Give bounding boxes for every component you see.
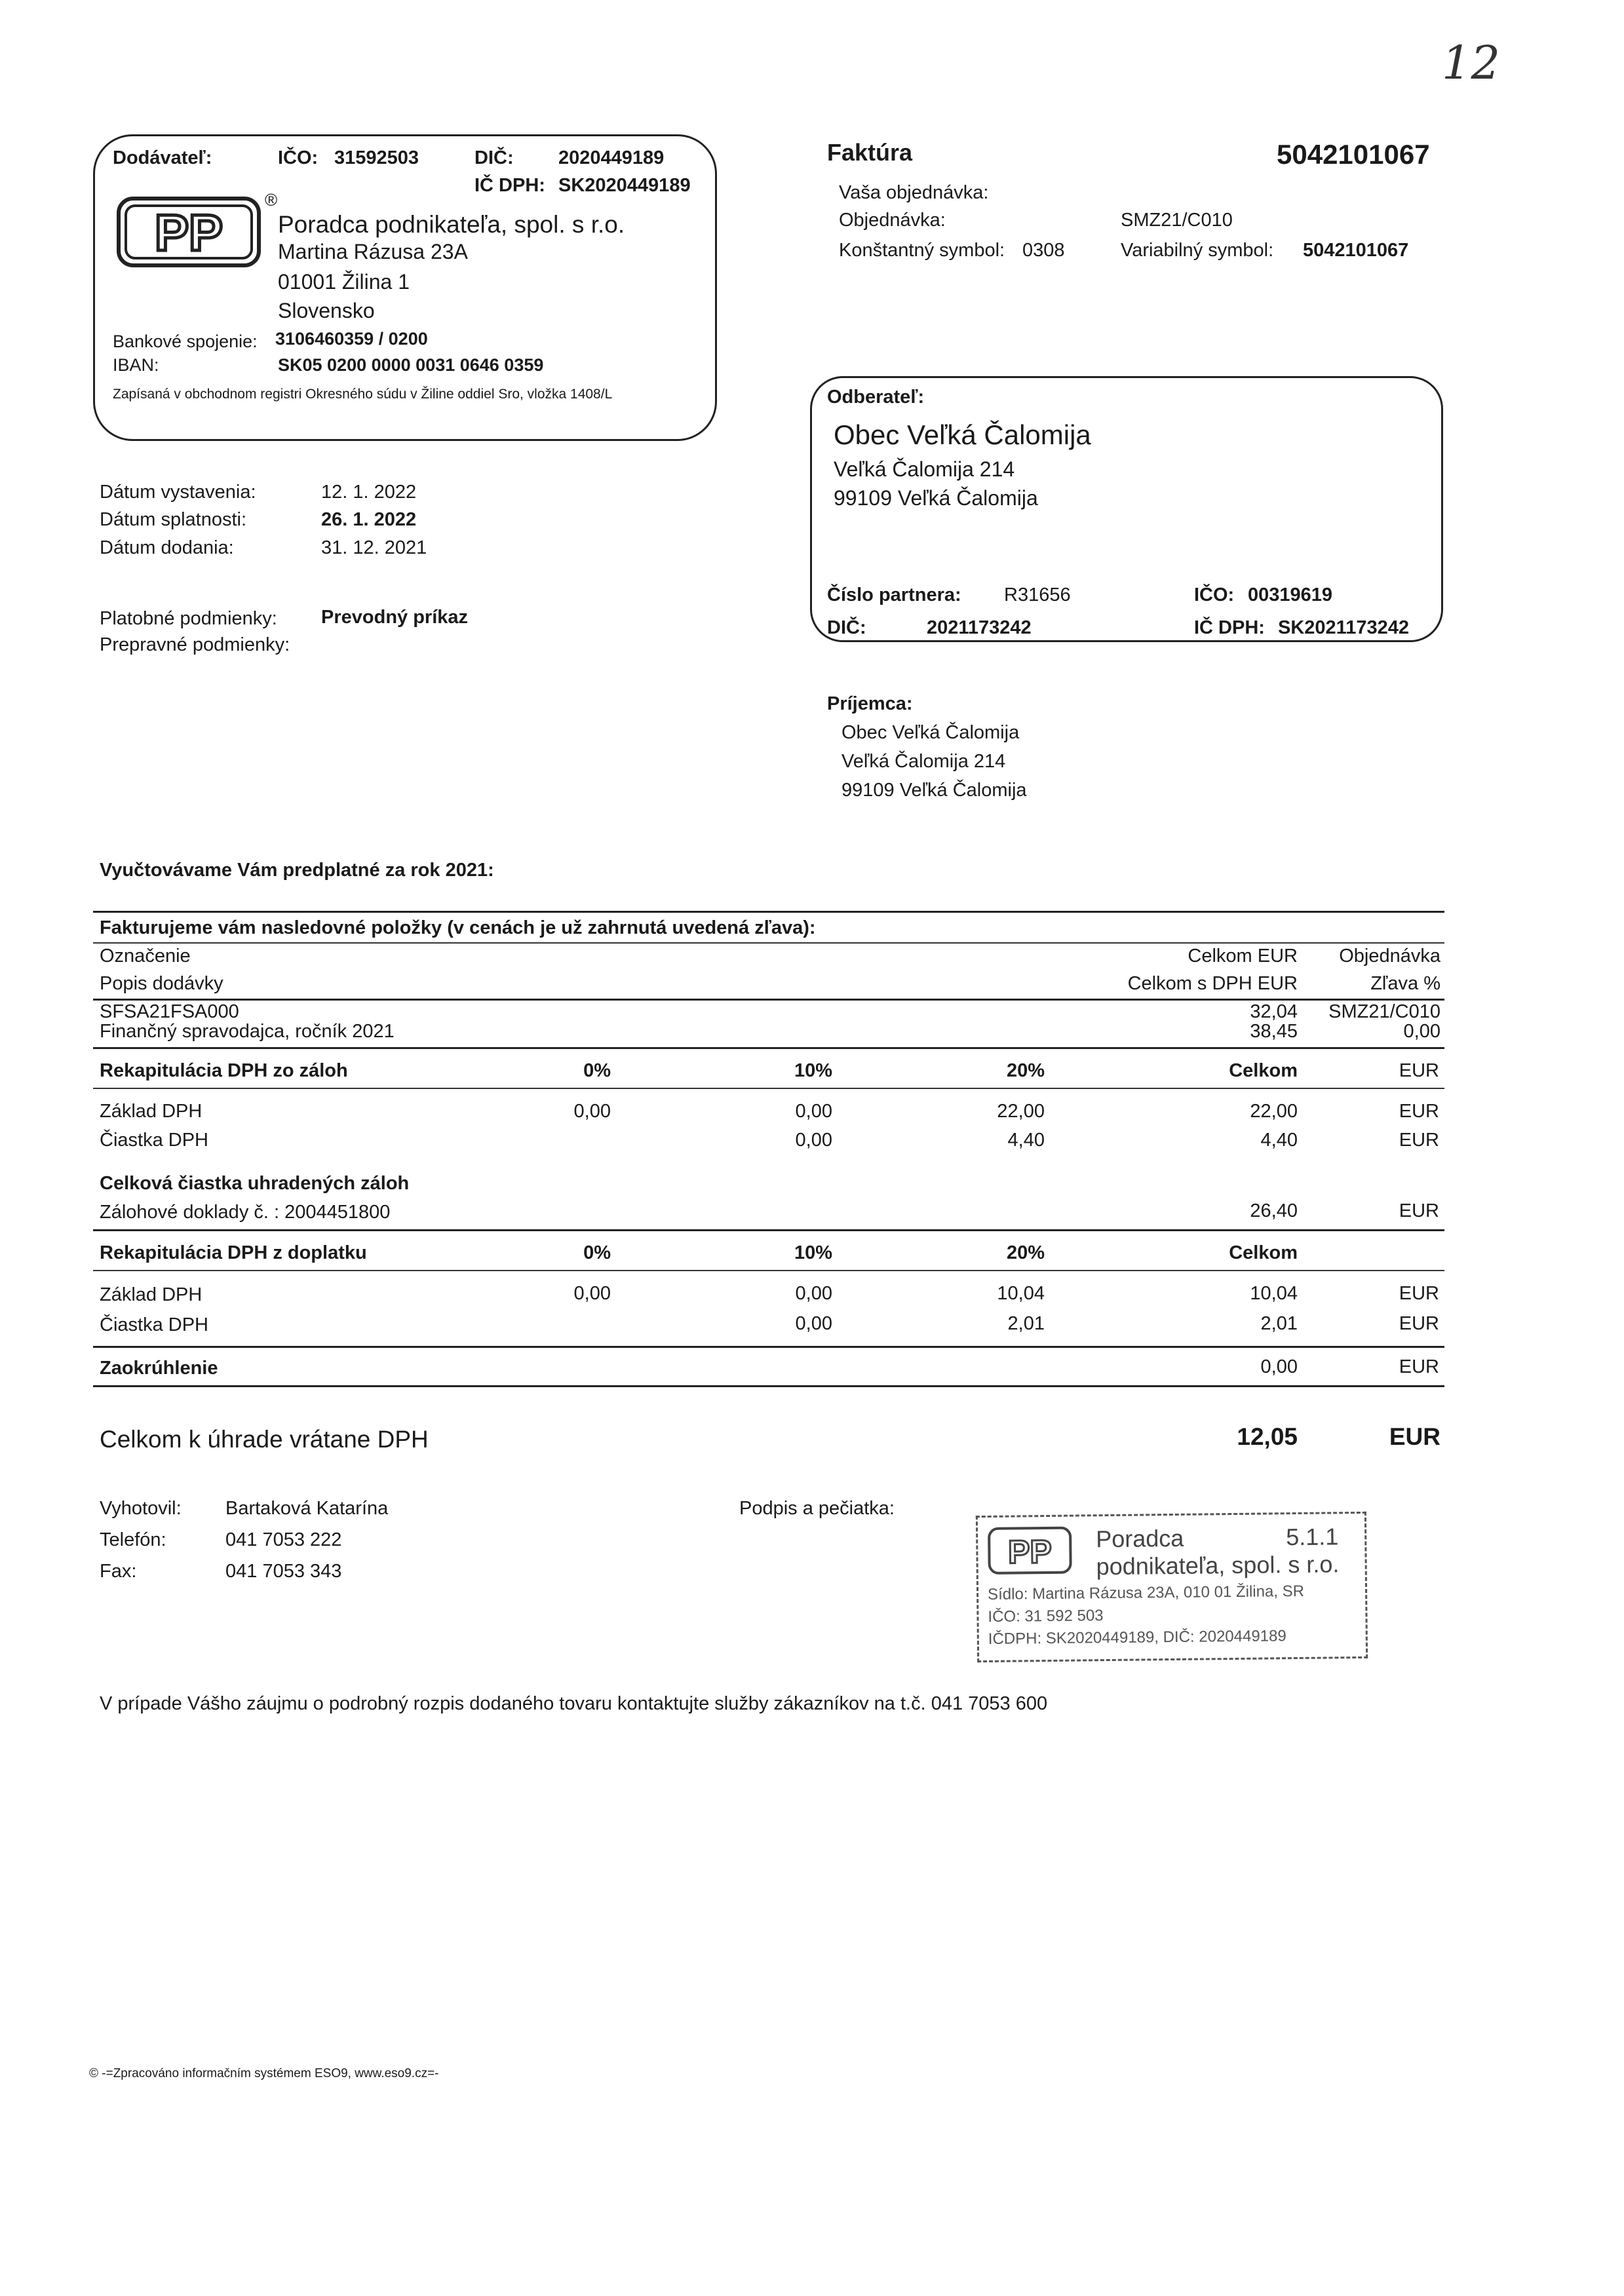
bank-label: Bankové spojenie: bbox=[113, 332, 258, 351]
grand-total-cur: EUR bbox=[1389, 1423, 1440, 1450]
advances-cur: EUR bbox=[1399, 1200, 1439, 1221]
const-symbol-label: Konštantný symbol: bbox=[839, 240, 1005, 261]
recap-adv-rule bbox=[93, 1088, 1444, 1089]
col-zlava: Zľava % bbox=[1370, 973, 1440, 994]
recap-add-vat-total: 2,01 bbox=[1260, 1313, 1298, 1334]
recap-adv-base10: 0,00 bbox=[795, 1101, 832, 1122]
col-oznacenie: Označenie bbox=[100, 946, 191, 966]
recap-adv-h0: 0% bbox=[583, 1060, 611, 1081]
signature-label: Podpis a pečiatka: bbox=[739, 1498, 895, 1519]
recap-adv-vat-cur: EUR bbox=[1399, 1130, 1439, 1151]
item-code: SFSA21FSA000 bbox=[100, 1001, 239, 1022]
recap-adv-h20: 20% bbox=[1006, 1060, 1045, 1081]
issue-date-label: Dátum vystavenia: bbox=[100, 482, 256, 503]
recap-add-hcelkom: Celkom bbox=[1229, 1242, 1298, 1263]
advances-rule bbox=[93, 1229, 1444, 1231]
var-symbol: 5042101067 bbox=[1303, 240, 1409, 261]
rounding-amount: 0,00 bbox=[1260, 1356, 1298, 1377]
prepared-by-label: Vyhotovil: bbox=[100, 1498, 182, 1519]
stamp-line1: Poradca bbox=[1096, 1524, 1184, 1553]
stamp-line3: Sídlo: Martina Rázusa 23A, 010 01 Žilina, SR bbox=[987, 1582, 1305, 1603]
phone: 041 7053 222 bbox=[225, 1529, 342, 1550]
transport-terms-label: Prepravné podmienky: bbox=[100, 634, 290, 655]
supplier-dic: 2020449189 bbox=[558, 147, 665, 168]
payment-terms-label: Platobné podmienky: bbox=[100, 608, 277, 629]
due-date: 26. 1. 2022 bbox=[321, 509, 417, 530]
footer-note: V prípade Vášho záujmu o podrobný rozpis dodaného tovaru kontaktujte služby zákazníkov na t.č. 041 7053 600 bbox=[100, 1693, 1048, 1714]
recap-adv-h10: 10% bbox=[794, 1060, 832, 1081]
item-desc: Finančný spravodajca, ročník 2021 bbox=[100, 1021, 395, 1042]
stamp-logo-text: PP bbox=[1007, 1533, 1053, 1571]
recap-adv-base20: 22,00 bbox=[997, 1101, 1045, 1122]
supplier-country: Slovensko bbox=[278, 299, 375, 322]
rounding-label: Zaokrúhlenie bbox=[100, 1358, 218, 1379]
var-symbol-label: Variabilný symbol: bbox=[1121, 240, 1274, 261]
recap-add-base10: 0,00 bbox=[795, 1283, 832, 1304]
customer-icdph: SK2021173242 bbox=[1278, 617, 1409, 638]
iban: SK05 0200 0000 0031 0646 0359 bbox=[278, 355, 544, 375]
col-objednavka: Objednávka bbox=[1339, 946, 1440, 966]
stamp-line5: IČDPH: SK2020449189, DIČ: 2020449189 bbox=[988, 1627, 1286, 1648]
recap-adv-title: Rekapitulácia DPH zo záloh bbox=[100, 1060, 348, 1081]
due-date-label: Dátum splatnosti: bbox=[100, 509, 247, 530]
supplier-icdph: SK2020449189 bbox=[558, 175, 691, 196]
fax-label: Fax: bbox=[100, 1561, 137, 1582]
recap-add-h20: 20% bbox=[1006, 1242, 1045, 1263]
customer-city: 99109 Veľká Čalomija bbox=[834, 486, 1038, 510]
items-header: Fakturujeme vám nasledovné položky (v cenách je už zahrnutá uvedená zľava): bbox=[100, 917, 816, 938]
recap-adv-vat10: 0,00 bbox=[795, 1130, 832, 1151]
recap-adv-base-total: 22,00 bbox=[1250, 1101, 1298, 1122]
customer-name: Obec Veľká Čalomija bbox=[834, 419, 1091, 450]
partner-number-label: Číslo partnera: bbox=[827, 584, 961, 605]
col-celkom-eur: Celkom EUR bbox=[1188, 946, 1298, 966]
recipient-street: Veľká Čalomija 214 bbox=[841, 751, 1006, 772]
invoice-title: Faktúra bbox=[827, 139, 913, 166]
handwritten-page-number: 12 bbox=[1442, 36, 1501, 90]
company-stamp bbox=[976, 1512, 1368, 1662]
recap-adv-vat20: 4,40 bbox=[1007, 1130, 1045, 1151]
registered-mark-icon: ® bbox=[265, 190, 278, 210]
customer-street: Veľká Čalomija 214 bbox=[834, 457, 1015, 481]
supplier-dic-label: DIČ: bbox=[474, 147, 514, 168]
recipient-city: 99109 Veľká Čalomija bbox=[841, 780, 1027, 801]
system-note: © -=Zpracováno informačním systémem ESO9, www.eso9.cz=- bbox=[89, 2067, 439, 2080]
cols-rule bbox=[93, 999, 1444, 1001]
rounding-cur: EUR bbox=[1399, 1356, 1439, 1377]
recipient-label: Príjemca: bbox=[827, 693, 913, 714]
recap-add-base20: 10,04 bbox=[997, 1283, 1045, 1304]
col-celkom-dph: Celkom s DPH EUR bbox=[1127, 973, 1298, 994]
advances-amount: 26,40 bbox=[1250, 1200, 1298, 1221]
recap-add-vat-label: Čiastka DPH bbox=[100, 1314, 208, 1335]
grand-total-label: Celkom k úhrade vrátane DPH bbox=[100, 1426, 429, 1453]
customer-dic: 2021173242 bbox=[927, 617, 1032, 638]
recap-add-base0: 0,00 bbox=[573, 1283, 611, 1304]
register-note: Zapísaná v obchodnom registri Okresného súdu v Žiline oddiel Sro, vložka 1408/L bbox=[113, 387, 613, 402]
stamp-line1b: 5.1.1 bbox=[1285, 1523, 1339, 1551]
delivery-date: 31. 12. 2021 bbox=[321, 537, 427, 558]
fax: 041 7053 343 bbox=[225, 1561, 342, 1582]
supplier-street: Martina Rázusa 23A bbox=[278, 240, 468, 263]
logo-text: PP bbox=[154, 204, 223, 261]
customer-label: Odberateľ: bbox=[827, 387, 925, 408]
billing-intro: Vyučtovávame Vám predplatné za rok 2021: bbox=[100, 860, 494, 881]
issue-date: 12. 1. 2022 bbox=[321, 482, 417, 503]
supplier-label: Dodávateľ: bbox=[113, 147, 212, 168]
recap-adv-base-cur: EUR bbox=[1399, 1101, 1439, 1122]
partner-number: R31656 bbox=[1004, 584, 1071, 605]
customer-ico: 00319619 bbox=[1248, 584, 1333, 605]
advances-doc: Zálohové doklady č. : 2004451800 bbox=[100, 1202, 391, 1223]
item-total: 32,04 bbox=[1250, 1001, 1298, 1022]
recap-add-vat-cur: EUR bbox=[1399, 1313, 1439, 1334]
recap-add-bottom-rule bbox=[93, 1346, 1444, 1348]
recap-add-rule bbox=[93, 1270, 1444, 1271]
recap-add-h0: 0% bbox=[583, 1242, 611, 1263]
customer-dic-label: DIČ: bbox=[827, 617, 866, 638]
order-value: SMZ21/C010 bbox=[1121, 210, 1233, 231]
item-order: SMZ21/C010 bbox=[1328, 1001, 1440, 1022]
const-symbol: 0308 bbox=[1022, 240, 1065, 261]
items-header-rule bbox=[93, 942, 1444, 944]
recap-adv-hcelkom: Celkom bbox=[1229, 1060, 1298, 1081]
recap-add-vat10: 0,00 bbox=[795, 1313, 832, 1334]
supplier-logo bbox=[117, 197, 261, 267]
supplier-ico: 31592503 bbox=[334, 147, 419, 168]
stamp-line2: podnikateľa, spol. s r.o. bbox=[1096, 1550, 1340, 1580]
stamp-logo bbox=[987, 1526, 1073, 1575]
item-discount: 0,00 bbox=[1403, 1021, 1440, 1042]
recap-adv-base-label: Základ DPH bbox=[100, 1101, 203, 1122]
supplier-city: 01001 Žilina 1 bbox=[278, 270, 410, 294]
iban-label: IBAN: bbox=[113, 355, 159, 375]
bank-account: 3106460359 / 0200 bbox=[275, 329, 428, 349]
your-order-label: Vaša objednávka: bbox=[839, 182, 989, 203]
payment-terms: Prevodný príkaz bbox=[321, 607, 469, 628]
item-total-vat: 38,45 bbox=[1250, 1021, 1298, 1042]
rounding-rule bbox=[93, 1385, 1444, 1387]
col-popis: Popis dodávky bbox=[100, 973, 223, 994]
recap-adv-hcur: EUR bbox=[1399, 1060, 1439, 1081]
delivery-date-label: Dátum dodania: bbox=[100, 537, 234, 558]
recipient-name: Obec Veľká Čalomija bbox=[841, 722, 1020, 743]
recap-adv-vat-total: 4,40 bbox=[1260, 1130, 1298, 1151]
supplier-name: Poradca podnikateľa, spol. s r.o. bbox=[278, 211, 625, 238]
order-label: Objednávka: bbox=[839, 210, 946, 231]
recap-add-h10: 10% bbox=[794, 1242, 832, 1263]
recap-adv-base0: 0,00 bbox=[573, 1101, 611, 1122]
phone-label: Telefón: bbox=[100, 1529, 166, 1550]
recap-add-base-label: Základ DPH bbox=[100, 1284, 203, 1305]
items-bottom-rule bbox=[93, 1047, 1444, 1049]
recap-add-vat20: 2,01 bbox=[1007, 1313, 1045, 1334]
recap-add-base-total: 10,04 bbox=[1250, 1283, 1298, 1304]
customer-icdph-label: IČ DPH: bbox=[1194, 617, 1265, 638]
stamp-line4: IČO: 31 592 503 bbox=[988, 1607, 1104, 1626]
recap-adv-vat-label: Čiastka DPH bbox=[100, 1130, 208, 1151]
advances-title: Celková čiastka uhradených záloh bbox=[100, 1173, 410, 1194]
table-top-rule bbox=[93, 911, 1444, 913]
customer-ico-label: IČO: bbox=[1194, 584, 1235, 605]
recap-add-base-cur: EUR bbox=[1399, 1283, 1439, 1304]
recap-add-title: Rekapitulácia DPH z doplatku bbox=[100, 1242, 367, 1263]
supplier-ico-label: IČO: bbox=[278, 147, 319, 168]
supplier-icdph-label: IČ DPH: bbox=[474, 175, 545, 196]
invoice-number: 5042101067 bbox=[1277, 139, 1430, 170]
prepared-by: Bartaková Katarína bbox=[225, 1498, 389, 1519]
grand-total-amount: 12,05 bbox=[1237, 1423, 1298, 1450]
